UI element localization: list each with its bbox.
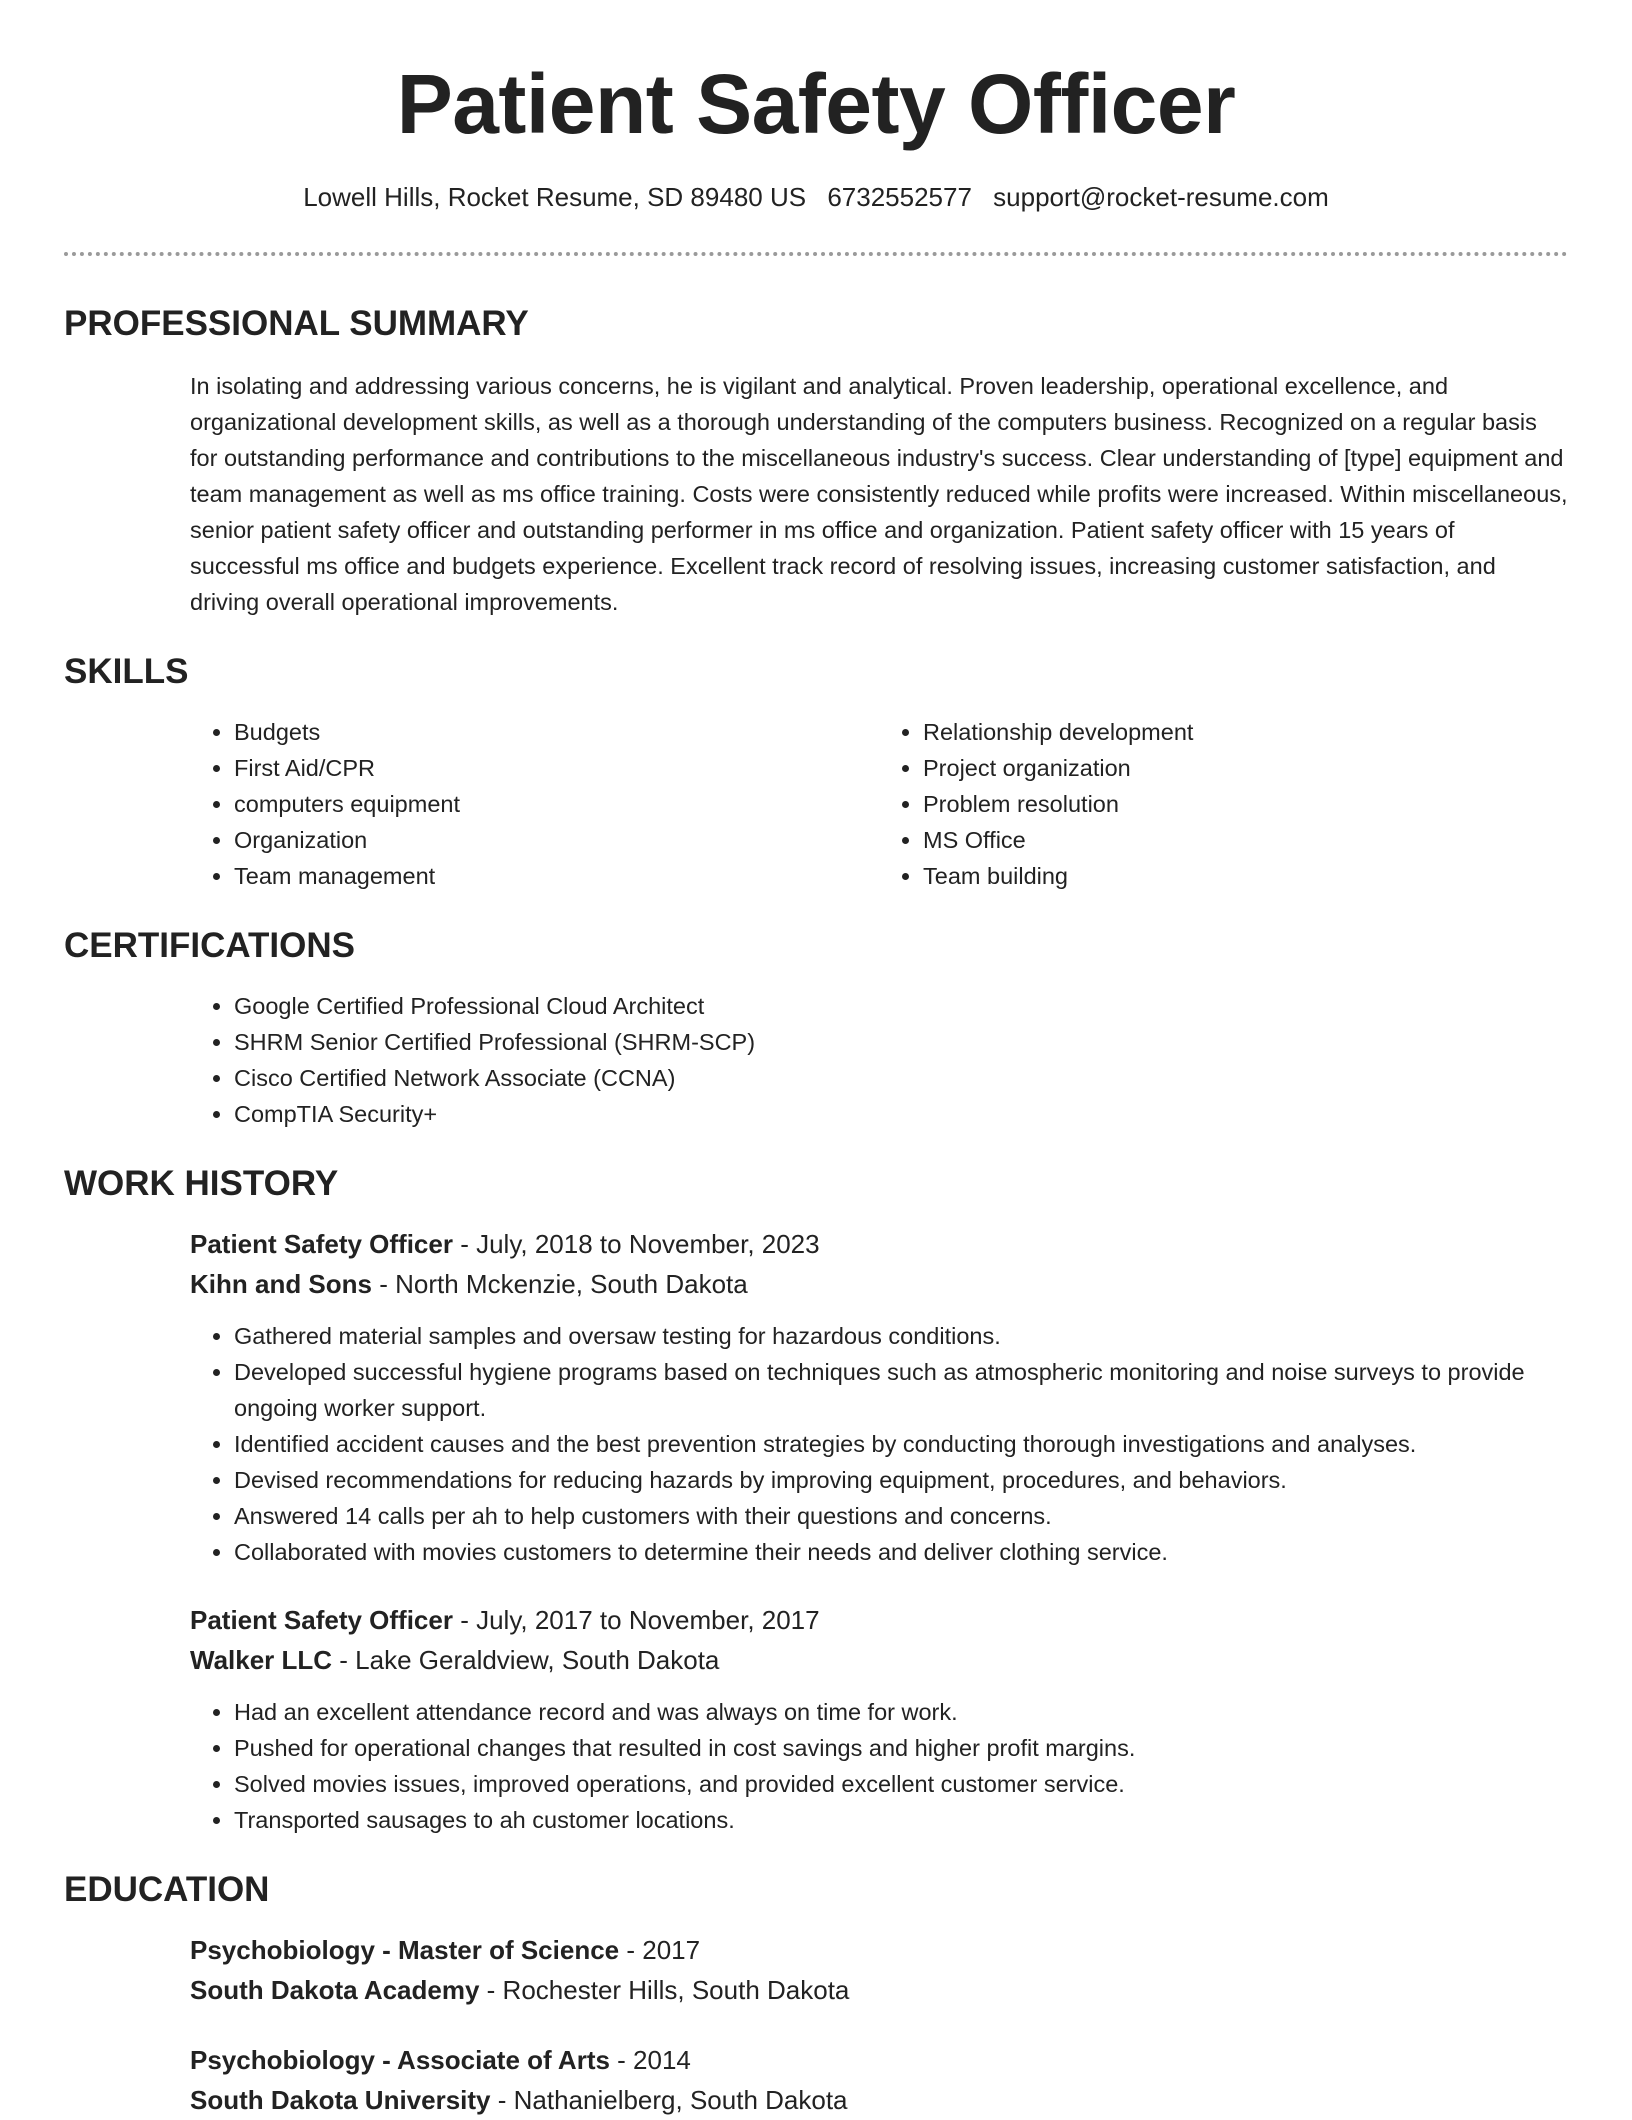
certification-item: • Cisco Certified Network Associate (CCNA) (234, 1060, 1568, 1096)
job-role: Patient Safety Officer (190, 1605, 453, 1635)
skill-item: • Team building (923, 858, 1568, 894)
certification-item: • SHRM Senior Certified Professional (SHRM-SCP) (234, 1024, 1568, 1060)
skills-list-right (879, 714, 1568, 894)
education-degree-line (190, 1930, 1568, 1970)
job-location: - North Mckenzie, South Dakota (372, 1269, 748, 1299)
skills-columns (190, 714, 1568, 894)
job-entry (190, 1600, 1568, 1838)
job-entry (190, 1224, 1568, 1570)
job-bullet: • Solved movies issues, improved operations, and provided excellent customer service. (234, 1766, 1568, 1802)
education-entry (190, 1930, 1568, 2010)
job-bullets (190, 1694, 1568, 1838)
education-year: - 2017 (619, 1935, 701, 1965)
certifications-list (190, 988, 1568, 1132)
education-degree: Psychobiology - Associate of Arts (190, 2045, 610, 2075)
job-dates: - July, 2017 to November, 2017 (452, 1605, 820, 1635)
skill-item: • Budgets (234, 714, 879, 750)
skill-item: • Project organization (923, 750, 1568, 786)
certification-item: • Google Certified Professional Cloud Architect (234, 988, 1568, 1024)
job-dates: - July, 2018 to November, 2023 (452, 1229, 820, 1259)
education-entry (190, 2040, 1568, 2120)
education-degree-line (190, 2040, 1568, 2080)
job-bullet: • Pushed for operational changes that resulted in cost savings and higher profit margins. (234, 1730, 1568, 1766)
job-bullets (190, 1318, 1568, 1570)
job-bullet: • Collaborated with movies customers to determine their needs and deliver clothing service. (234, 1534, 1568, 1570)
education-degree: Psychobiology - Master of Science (190, 1935, 620, 1965)
contact-address: Lowell Hills, Rocket Resume, SD 89480 US (303, 182, 807, 212)
education-year: - 2014 (609, 2045, 691, 2075)
skills-list-left (190, 714, 879, 894)
education-school-line (190, 2080, 1568, 2120)
skill-item: • computers equipment (234, 786, 879, 822)
education-location: - Rochester Hills, South Dakota (479, 1975, 850, 2005)
education-location: - Nathanielberg, South Dakota (490, 2085, 848, 2115)
job-bullet: • Devised recommendations for reducing hazards by improving equipment, procedures, and behaviors. (234, 1462, 1568, 1498)
skill-item: • Problem resolution (923, 786, 1568, 822)
contact-phone: 6732552577 (827, 182, 972, 212)
job-title-line (190, 1600, 1568, 1640)
job-bullet: • Developed successful hygiene programs based on techniques such as atmospheric monitoring and noise surveys to provide ongoing worker support. (234, 1354, 1568, 1426)
candidate-name: Patient Safety Officer (396, 57, 1236, 151)
skill-item: • First Aid/CPR (234, 750, 879, 786)
education-school-line (190, 1970, 1568, 2010)
skill-item: • Organization (234, 822, 879, 858)
contact-email[interactable]: support@rocket-resume.com (993, 182, 1329, 212)
skill-item: • Relationship development (923, 714, 1568, 750)
summary-text: In isolating and addressing various concerns, he is vigilant and analytical. Proven leadership, operational excellence, and organizational development skills, as well as a thorough understanding of the computers business. Recognized on a regular basis for outstanding performance and contributions to the miscellaneous industry's success. Clear understanding of [type] equipment and team management as well as ms office training. Costs were consistently reduced while profits were increased. Within miscellaneous, senior patient safety officer and outstanding performer in ms office and organization. Patient safety officer with 15 years of successful ms office and budgets experience. Excellent track record of resolving issues, increasing customer satisfaction, and driving overall operational improvements. (190, 373, 1568, 615)
certifications-block (190, 988, 1568, 1132)
job-bullet: • Gathered material samples and oversaw testing for hazardous conditions. (234, 1318, 1568, 1354)
certification-item: • CompTIA Security+ (234, 1096, 1568, 1132)
education-heading: EDUCATION (64, 1870, 270, 1909)
work-history-heading: WORK HISTORY (64, 1164, 339, 1203)
skill-item: • MS Office (923, 822, 1568, 858)
summary-heading: PROFESSIONAL SUMMARY (64, 304, 529, 343)
job-bullet: • Identified accident causes and the best prevention strategies by conducting thorough investigations and analyses. (234, 1426, 1568, 1462)
contact-line (0, 180, 1632, 214)
job-role: Patient Safety Officer (190, 1229, 453, 1259)
job-bullet: • Transported sausages to ah customer locations. (234, 1802, 1568, 1838)
skill-item: • Team management (234, 858, 879, 894)
job-title-line (190, 1224, 1568, 1264)
job-company-line (190, 1264, 1568, 1304)
job-location: - Lake Geraldview, South Dakota (332, 1645, 720, 1675)
job-company-line (190, 1640, 1568, 1680)
job-bullet: • Had an excellent attendance record and was always on time for work. (234, 1694, 1568, 1730)
job-company: Walker LLC (190, 1645, 333, 1675)
header-divider (64, 252, 1568, 256)
certifications-heading: CERTIFICATIONS (64, 926, 356, 965)
education-school: South Dakota University (190, 2085, 491, 2115)
job-bullet: • Answered 14 calls per ah to help customers with their questions and concerns. (234, 1498, 1568, 1534)
skills-heading: SKILLS (64, 652, 189, 691)
job-company: Kihn and Sons (190, 1269, 372, 1299)
education-school: South Dakota Academy (190, 1975, 480, 2005)
